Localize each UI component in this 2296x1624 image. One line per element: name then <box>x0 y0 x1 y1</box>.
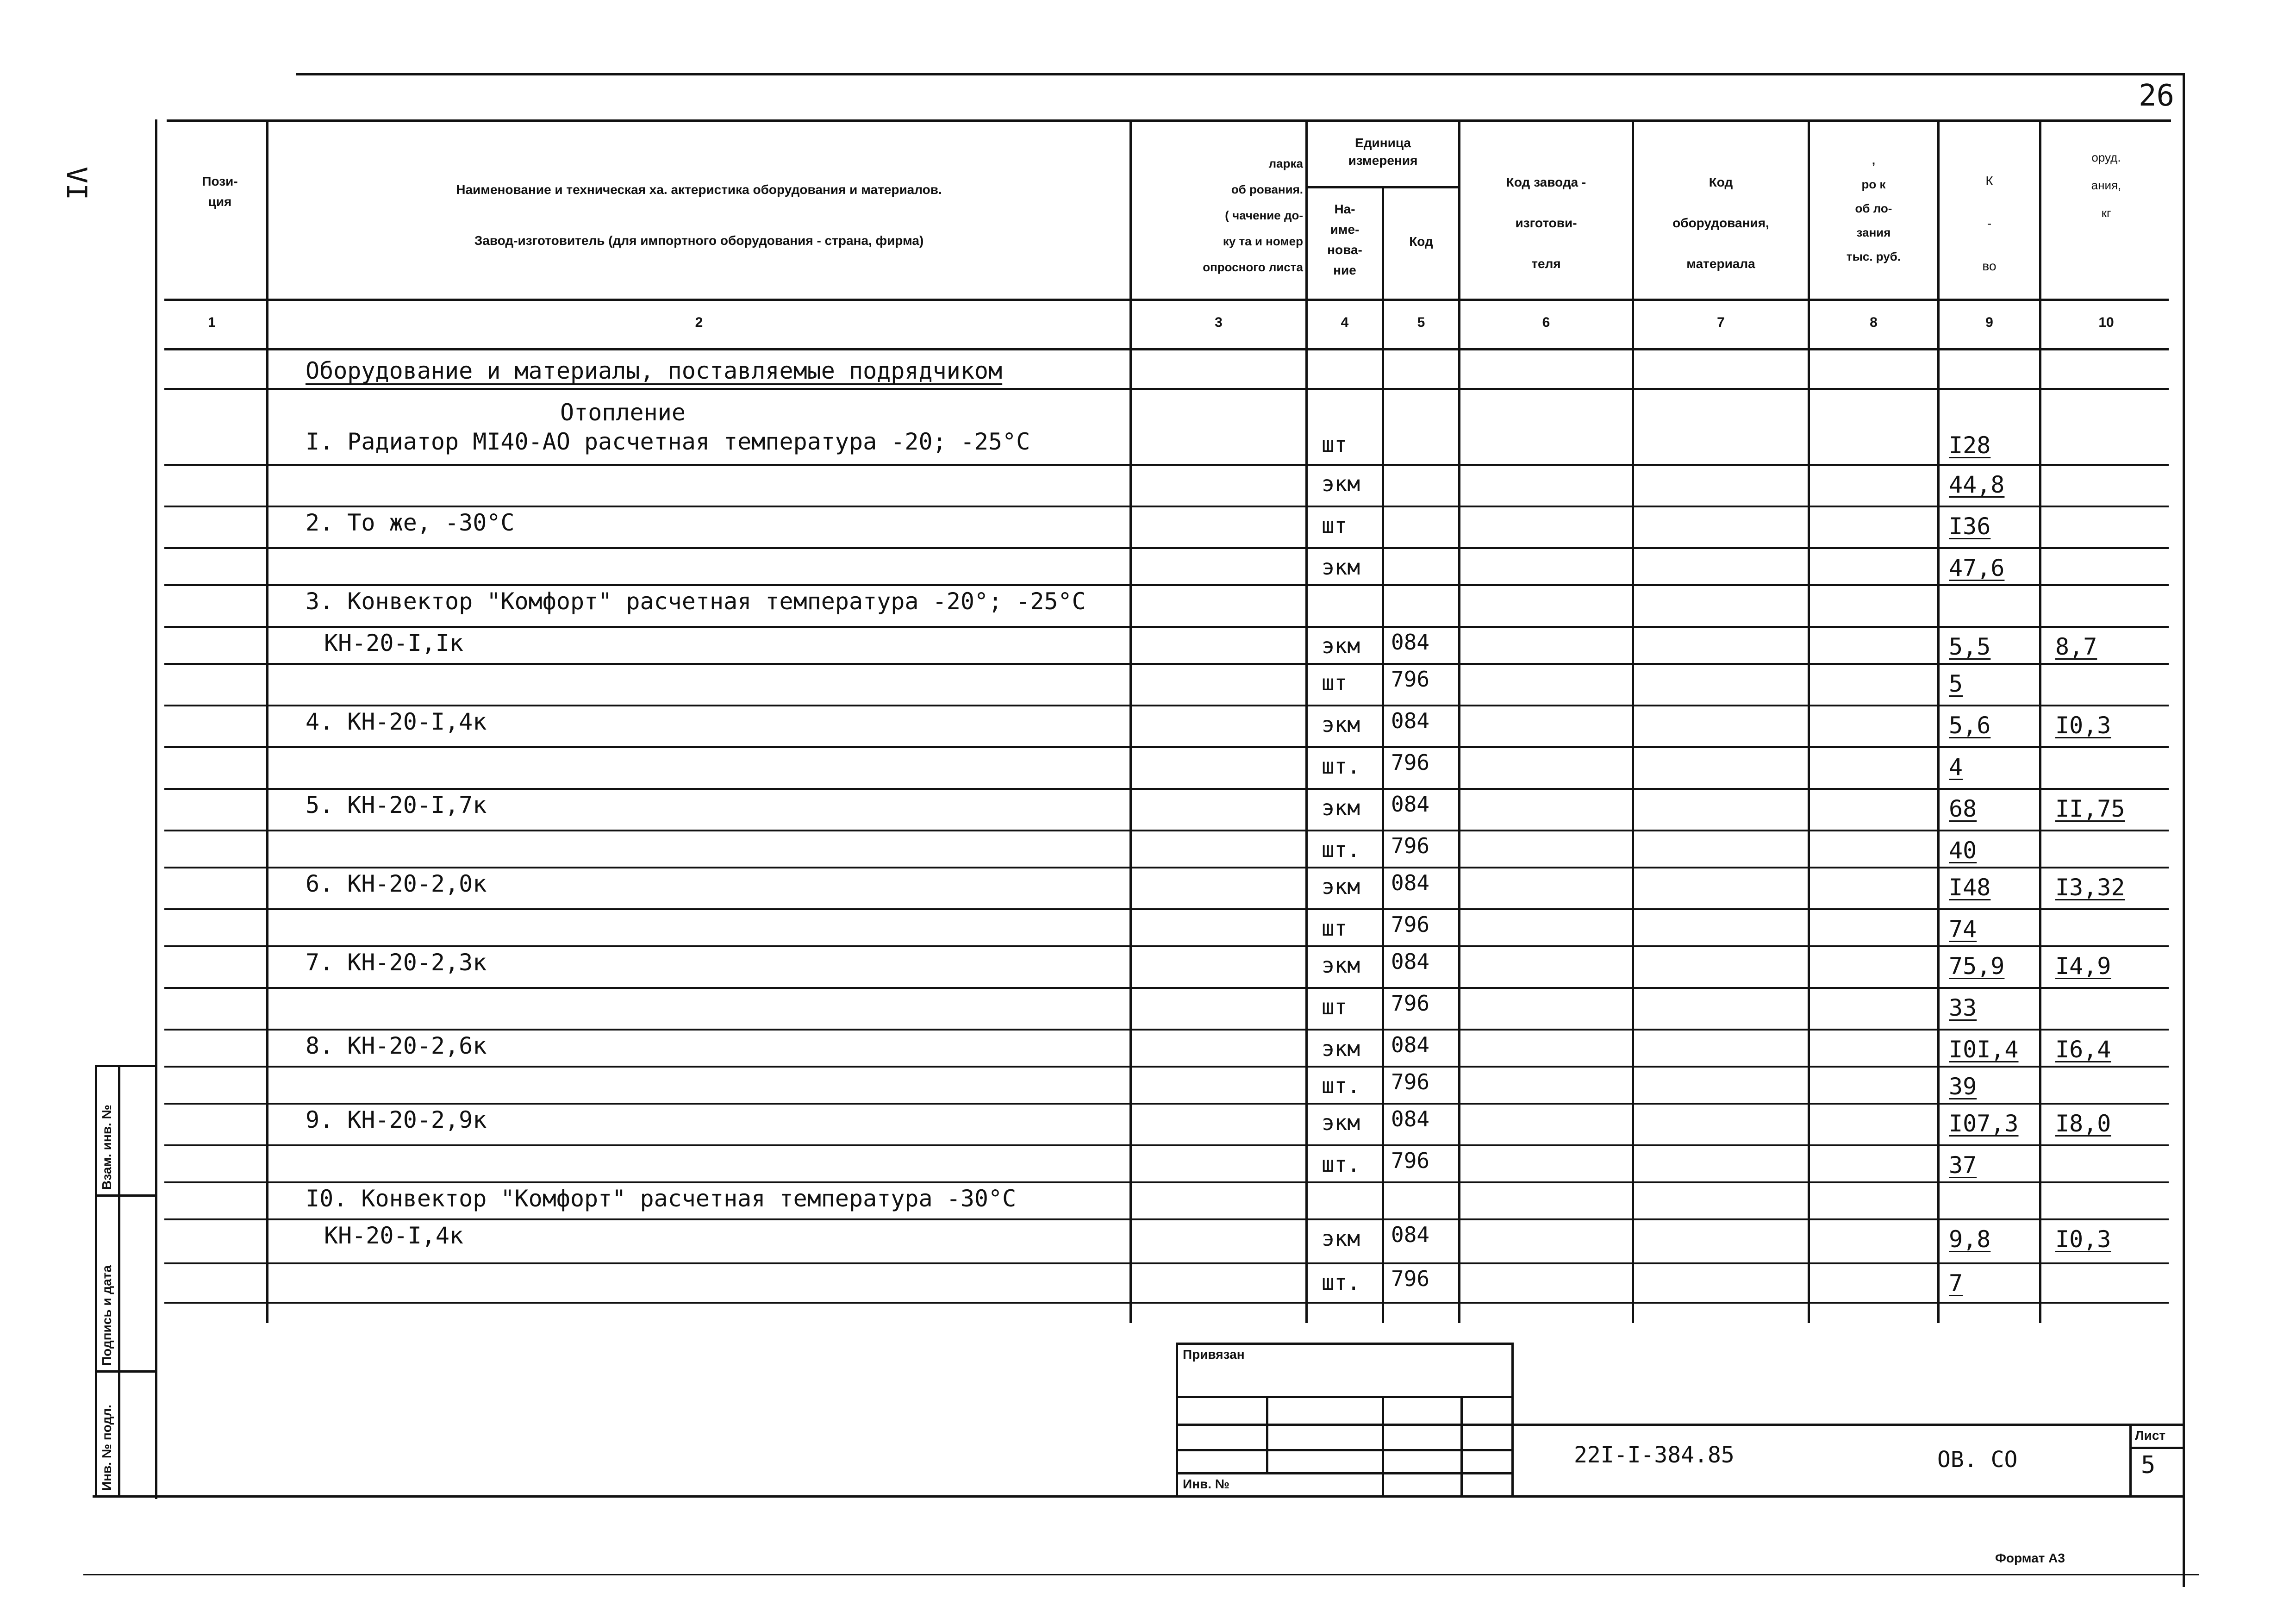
row-line <box>164 464 2169 466</box>
row-qty: 5 <box>1949 670 1963 697</box>
row-qty: I36 <box>1949 513 1991 540</box>
row-unit: шт. <box>1322 837 1360 862</box>
hdr-unit-group: Единица измерения <box>1348 136 1418 168</box>
sheet-label: Лист <box>2135 1428 2166 1443</box>
hdr-unit-name: На- име- нова- ние <box>1327 202 1362 277</box>
frame-top-inner <box>167 119 2171 122</box>
row-code: 796 <box>1391 1266 1430 1291</box>
row-code: 084 <box>1391 1222 1430 1247</box>
row-unit: шт <box>1322 994 1348 1019</box>
row-qty: I28 <box>1949 432 1991 459</box>
row-unit: экм <box>1322 874 1360 899</box>
row-code: 084 <box>1391 630 1430 655</box>
row-name: 5. КН-20-I,7к <box>306 792 487 818</box>
numbers-bottom <box>164 348 2169 350</box>
tb-col-3 <box>1460 1396 1463 1498</box>
row-name: 8. КН-20-2,6к <box>306 1032 487 1059</box>
row-weight: 8,7 <box>2055 633 2097 660</box>
row-unit: шт <box>1322 916 1348 941</box>
row-line <box>164 547 2169 549</box>
tb-sheet-sep <box>2129 1447 2183 1449</box>
tb-sheet-left <box>2129 1424 2132 1498</box>
row-name: I0. Конвектор "Комфорт" расчетная температура -30°С <box>306 1185 1017 1212</box>
row-name: 4. КН-20-I,4к <box>306 708 487 735</box>
row-unit: экм <box>1322 795 1360 820</box>
row-weight: I0,3 <box>2055 1226 2111 1253</box>
row-qty: 44,8 <box>1949 471 2005 498</box>
row-line <box>164 746 2169 748</box>
row-qty: 5,6 <box>1949 712 1991 739</box>
col-line-6 <box>1632 119 1634 1323</box>
stamp-sep-1 <box>95 1194 155 1197</box>
row-name: 2. То же, -30°С <box>306 509 515 536</box>
tb-row-2 <box>1176 1424 1514 1426</box>
colnum-7: 7 <box>1717 315 1725 330</box>
hdr-weight: оруд. ания, кг <box>2091 150 2121 220</box>
row-line <box>164 1066 2169 1068</box>
row-line <box>164 506 2169 507</box>
colnum-1: 1 <box>208 315 216 330</box>
row-weight: I6,4 <box>2055 1036 2111 1063</box>
colnum-3: 3 <box>1215 315 1223 330</box>
row-code: 796 <box>1391 912 1430 937</box>
row-unit: экм <box>1322 471 1360 496</box>
row-qty: 75,9 <box>1949 953 2005 980</box>
row-code: 796 <box>1391 991 1430 1016</box>
stamp-left <box>95 1065 97 1498</box>
row-line <box>164 987 2169 989</box>
sheet-edge <box>83 1574 2199 1575</box>
header-bottom <box>164 299 2169 301</box>
doc-mark: ОВ. СО <box>1937 1447 2018 1473</box>
row-qty: 5,5 <box>1949 633 1991 660</box>
row-weight: I0,3 <box>2055 712 2111 739</box>
row-unit: шт. <box>1322 1270 1360 1295</box>
row-code: 796 <box>1391 833 1430 858</box>
row-code: 084 <box>1391 1106 1430 1131</box>
row-qty: 47,6 <box>1949 555 2005 581</box>
col-line-4 <box>1382 186 1384 1323</box>
hdr-maker-code: Код завода - изготови- теля <box>1506 175 1586 271</box>
row-code: 796 <box>1391 1069 1430 1094</box>
row-qty: I48 <box>1949 874 1991 901</box>
row-line <box>164 1144 2169 1146</box>
row-weight: II,75 <box>2055 795 2125 822</box>
tb-col-2 <box>1382 1396 1384 1498</box>
row-unit: экм <box>1322 712 1360 737</box>
row-qty: 7 <box>1949 1270 1963 1297</box>
colnum-10: 10 <box>2098 315 2114 330</box>
colnum-9: 9 <box>1985 315 1993 330</box>
stamp-signature-date: Подпись и дата <box>100 1265 114 1366</box>
row-qty: I07,3 <box>1949 1110 2019 1137</box>
sheet-number: 5 <box>2141 1451 2156 1479</box>
row-unit: экм <box>1322 555 1360 580</box>
row-code: 084 <box>1391 708 1430 733</box>
row-line <box>164 945 2169 947</box>
tb-inv-label: Инв. № <box>1183 1477 1230 1491</box>
tb-row-1 <box>1176 1396 1514 1398</box>
row-qty: I0I,4 <box>1949 1036 2019 1063</box>
col-line-8 <box>1937 119 1940 1323</box>
row-unit: шт. <box>1322 754 1360 779</box>
row-line <box>164 1262 2169 1264</box>
row-name: КН-20-I,4к <box>324 1222 464 1249</box>
row-weight: I4,9 <box>2055 953 2111 980</box>
row-qty: 4 <box>1949 754 1963 781</box>
row-name: 6. КН-20-2,0к <box>306 870 487 897</box>
subsection-title: Отопление <box>560 399 686 426</box>
stamp-top <box>95 1065 155 1067</box>
row-weight: I8,0 <box>2055 1110 2111 1137</box>
tb-col-1 <box>1266 1396 1268 1472</box>
row-code: 084 <box>1391 870 1430 895</box>
stamp-sep-2 <box>95 1370 155 1373</box>
row-qty: 33 <box>1949 994 1977 1021</box>
frame-bottom <box>93 1495 2185 1498</box>
row-line <box>164 1103 2169 1105</box>
hdr-quantity: К - во <box>1982 174 1997 273</box>
row-name: 9. КН-20-2,9к <box>306 1106 487 1133</box>
row-unit: шт <box>1322 513 1348 538</box>
col-line-7 <box>1808 119 1810 1323</box>
tb-linked-label: Привязан <box>1183 1347 1245 1362</box>
format-label: Формат А3 <box>1995 1551 2065 1565</box>
col-line-1 <box>266 119 268 1323</box>
row-unit: экм <box>1322 1036 1360 1061</box>
row-name: КН-20-I,Iк <box>324 630 464 656</box>
col-line-9 <box>2039 119 2041 1323</box>
row-qty: 40 <box>1949 837 1977 864</box>
row-line <box>164 1029 2169 1031</box>
row-line <box>164 1218 2169 1220</box>
hdr-name: Наименование и техническая ха. актеристика оборудования и материалов. Завод-изготовитель (для импортного оборудования - страна, фирма) <box>456 182 942 248</box>
doc-code: 22I-I-384.85 <box>1574 1442 1734 1468</box>
section-title: Оборудование и материалы, поставляемые подрядчиком <box>306 357 1003 384</box>
row-code: 796 <box>1391 750 1430 775</box>
tb-main-top <box>1511 1424 2183 1426</box>
hdr-brand: ларка об рования. ( чачение до- ку та и номер опросного листа <box>1203 156 1303 274</box>
colnum-2: 2 <box>695 315 703 330</box>
row-line <box>164 788 2169 790</box>
hdr-equipment-code: Код оборудования, материала <box>1672 175 1769 271</box>
row-unit: экм <box>1322 633 1360 658</box>
row-name: 7. КН-20-2,3к <box>306 949 487 976</box>
row-name: 3. Конвектор "Комфорт" расчетная температура -20°; -25°С <box>306 588 1086 615</box>
row-name: I. Радиатор МI40-АО расчетная температура -20; -25°С <box>306 428 1030 455</box>
row-code: 796 <box>1391 667 1430 692</box>
row-line <box>164 663 2169 665</box>
row-unit: экм <box>1322 1226 1360 1251</box>
row-line <box>164 830 2169 831</box>
hdr-unit-code: Код <box>1409 234 1433 249</box>
colnum-4: 4 <box>1341 315 1349 330</box>
stamp-mid <box>118 1065 120 1498</box>
row-line <box>164 908 2169 910</box>
row-code: 084 <box>1391 949 1430 974</box>
colnum-8: 8 <box>1870 315 1878 330</box>
row-unit: шт <box>1322 670 1348 695</box>
row-code: 084 <box>1391 1032 1430 1057</box>
row-qty: 68 <box>1949 795 1977 822</box>
row-unit: экм <box>1322 1110 1360 1135</box>
row-line-0 <box>164 388 2169 390</box>
row-qty: 37 <box>1949 1152 1977 1179</box>
row-line <box>164 626 2169 628</box>
stamp-replaced-inv: Взам. инв. № <box>100 1105 114 1190</box>
row-line <box>164 705 2169 706</box>
row-weight: I3,32 <box>2055 874 2125 901</box>
hdr-price: , ро к об ло- зания тыс. руб. <box>1846 153 1901 263</box>
row-unit: шт. <box>1322 1152 1360 1177</box>
col-line-3 <box>1305 119 1308 1323</box>
colnum-6: 6 <box>1542 315 1550 330</box>
row-code: 796 <box>1391 1148 1430 1173</box>
col-line-2 <box>1129 119 1132 1323</box>
row-qty: 9,8 <box>1949 1226 1991 1253</box>
frame-top <box>296 73 2185 75</box>
hdr-position: Пози- ция <box>202 174 238 209</box>
sheet-mark: 26 <box>2139 79 2175 113</box>
margin-mark: VI <box>60 167 93 200</box>
tb-top <box>1176 1343 1514 1345</box>
stamp-inv-original: Инв. № подл. <box>100 1405 114 1491</box>
row-line <box>164 584 2169 586</box>
row-unit: шт. <box>1322 1073 1360 1098</box>
row-unit: шт <box>1322 432 1348 457</box>
frame-right <box>2183 73 2185 1587</box>
row-line <box>164 1302 2169 1304</box>
row-qty: 39 <box>1949 1073 1977 1100</box>
row-line <box>164 867 2169 868</box>
row-qty: 74 <box>1949 916 1977 943</box>
col-line-5 <box>1458 119 1460 1323</box>
row-line <box>164 1181 2169 1183</box>
row-code: 084 <box>1391 792 1430 817</box>
tb-row-4 <box>1176 1472 1514 1474</box>
colnum-5: 5 <box>1417 315 1425 330</box>
row-unit: экм <box>1322 953 1360 978</box>
tb-row-3 <box>1176 1449 1514 1451</box>
